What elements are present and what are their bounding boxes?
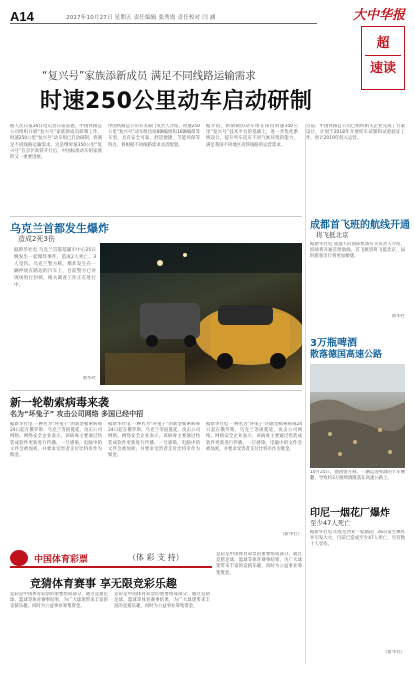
story-virus-body-col1: 据新华社电 一种名为“坏兔子”的新型勒索病毒24日起在俄罗斯、乌克兰等国蔓延，攻击公司网络。网络安全企业表示，该病毒主要通过伪装成软件更新进行传播，一旦感染，电脑中的文件会被加密，并要求受害者支付比特币作为赎金。 — [10, 422, 102, 459]
lottery-banner — [10, 548, 212, 568]
story-beer-subtitle: 散落德国高速公路 — [310, 350, 383, 360]
section-tag — [361, 26, 405, 90]
section-tag-line1: 超 — [376, 36, 390, 51]
story-chengdu-subtitle: 将飞抵北京 — [316, 231, 349, 239]
lottery-body-col1: 竞彩是中国体育彩票的重要组成部分，通过竞猜足球、篮球等体育赛事结果，为广大球迷带来丰富的竞猜乐趣，同时为公益事业筹集资金。 — [10, 592, 108, 610]
story-virus-body-col2: 据新华社电 一种名为“坏兔子”的新型勒索病毒24日起在俄罗斯、乌克兰等国蔓延，攻击公司网络。网络安全企业表示，该病毒主要通过伪装成软件更新进行传播，一旦感染，电脑中的文件会被加密，并要求受害者支付比特币作为赎金。 — [108, 422, 200, 459]
divider — [10, 390, 302, 391]
newspaper-brand: 大中华报 — [352, 8, 405, 23]
lead-body-col2: 中国铁路总公司有关部门负责人介绍，时速250公里“复兴号”动车组包括8辆编组和16辆编组等车型，具有安全可靠、舒适便捷、节能环保等特点，将根据不同线路需求灵活配置。 — [108, 124, 200, 148]
lead-headline: 时速250公里动车启动研制 — [40, 89, 313, 114]
lead-body-col3: 据介绍，新研制的动车组在保持时速350公里“复兴号”技术平台的基础上，进一步优化系统设计，提升列车适应不同气候环境的能力，满足我国不同地区高铁线路的运营需求。 — [206, 124, 298, 148]
story-chengdu-title: 成都首飞班的航线开通 — [310, 220, 410, 231]
story-chengdu-credit: 新华社 — [391, 314, 405, 319]
story-virus-title: 新一轮勒索病毒来袭 — [10, 396, 109, 409]
story-indonesia-credit: （新华社） — [383, 650, 405, 655]
lottery-body-col3: 竞彩是中国体育彩票的重要组成部分，通过竞猜足球、篮球等体育赛事结果，为广大球迷带来丰富的竞猜乐趣，同时为公益事业筹集资金。 — [216, 552, 302, 576]
lottery-name: 中国体育彩票 — [34, 555, 89, 565]
story-indonesia-title: 印尼一烟花厂爆炸 — [310, 508, 390, 519]
explosion-scene-photo — [100, 243, 302, 385]
story-chengdu-body: 据新华社电 成都天府国际机场有关负责人介绍，机场将开通首批航线，首飞航班将飞抵北京，届时旅客出行将更加便捷。 — [310, 242, 405, 260]
lottery-logo-icon — [10, 550, 28, 566]
story-virus-subtitle: 名为“坏兔子” 攻击公司网络 多国已经中招 — [10, 410, 144, 418]
story-virus-body-col3: 据新华社电 一种名为“坏兔子”的新型勒索病毒24日起在俄罗斯、乌克兰等国蔓延，攻击公司网络。网络安全企业表示，该病毒主要通过伪装成软件更新进行传播，一旦感染，电脑中的文件会被加密，并要求受害者支付比特币作为赎金。 — [206, 422, 302, 452]
lottery-body-col2: 竞彩是中国体育彩票的重要组成部分，通过竞猜足球、篮球等体育赛事结果，为广大球迷带来丰富的竞猜乐趣，同时为公益事业筹集资金。 — [114, 592, 210, 610]
beer-spill-photo — [310, 364, 405, 468]
story-indonesia-subtitle: 至少47人死亡 — [310, 519, 351, 527]
lead-body-col4: 目前，中国铁路总公司已组织相关企业完成了方案设计，计划于2018年开展样车试制和试验验证工作，预计2019年投入运营。 — [306, 124, 405, 142]
lead-kicker: “复兴号”家族添新成员 满足不同线路运输需求 — [42, 70, 256, 82]
story-ukraine-title: 乌克兰首都发生爆炸 — [10, 222, 109, 235]
lottery-title: 竞猜体育赛事 享无限竞彩乐趣 — [30, 577, 177, 590]
story-ukraine-body: 据新华社电 乌克兰首都基辅市中心25日晚发生一起爆炸事件，造成2人死亡、3人受伤。乌克兰警方称，爆炸发生在一辆停放在路边的汽车上，目前警方已对现场进行封锁，相关调查工作正在进行中。 — [14, 248, 96, 288]
divider — [10, 216, 302, 217]
story-beer-title: 3万瓶啤酒 — [310, 338, 357, 349]
beer-spill-illustration — [310, 364, 405, 468]
lead-body-col1: 据人民日报26日电记者日前获悉，中国铁路总公司组织开展“复兴号”家族新成员研制工作，时速250公里“复兴号”动车组已启动研制，将满足不同线路运输需求。这是继时速350公里“复兴号”在京沪高铁开行后，中国标准动车组家族的又一重要进展。 — [10, 124, 102, 161]
story-beer-caption: 10月25日，德国警方称，一辆运送啤酒的卡车侧翻，导致约3万瓶啤酒散落在高速公路上。 — [310, 470, 405, 482]
lottery-tag: （体 彩 支 持） — [128, 553, 184, 562]
story-ukraine-credit: 新华社 — [82, 376, 96, 381]
story-indonesia-body: 据新华社电 印度尼西亚一家烟花厂26日发生爆炸并引发大火，目前已造成至少47人死亡，另有数十人受伤。 — [310, 530, 405, 548]
issue-meta: 2017年10月27日 星期五 责任编辑 张秀霞 责任校对 闫 涵 — [66, 15, 216, 21]
header-rule — [10, 23, 317, 24]
section-tag-line2: 速读 — [369, 61, 396, 76]
page-number: A14 — [10, 9, 34, 24]
explosion-scene-illustration — [100, 243, 302, 385]
story-virus-credit: （新华社） — [280, 532, 302, 537]
column-divider — [305, 124, 306, 664]
section-tag-divider — [365, 55, 401, 56]
story-ukraine-subtitle: 造成2死3伤 — [18, 235, 55, 243]
